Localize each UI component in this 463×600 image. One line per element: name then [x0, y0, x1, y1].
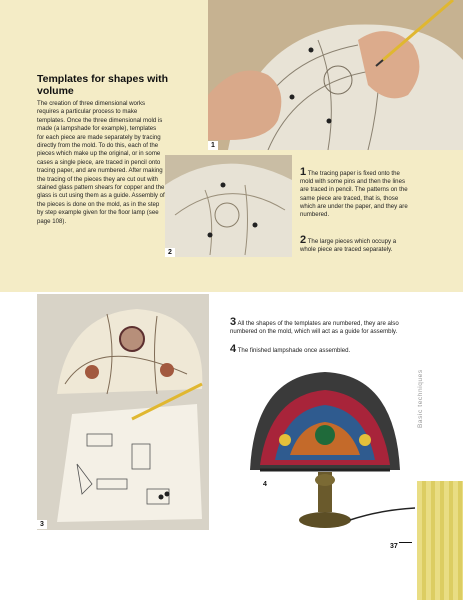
caption-3-number: 3: [230, 316, 237, 328]
photo-finished-lamp: [230, 360, 420, 540]
page-heading: Templates for shapes with volume: [37, 73, 169, 97]
templates-illustration: [37, 294, 209, 530]
figure-number-2: 2: [165, 248, 175, 257]
caption-2-text: The large pieces which occupy a whole piece are traced separately.: [300, 238, 397, 254]
caption-4: [230, 345, 415, 355]
caption-2: [300, 236, 410, 254]
caption-4-text: The finished lampshade once assembled.: [236, 347, 351, 354]
caption-3: [230, 318, 415, 336]
page-number-rule: [399, 542, 412, 543]
figure-number-3: 3: [37, 520, 47, 529]
figure-number-1: 1: [208, 141, 218, 150]
caption-3-text: All the shapes of the templates are numbered, they are also numbered on the mold, which will act as a guide for assembly.: [230, 320, 399, 336]
caption-2-number: 2: [300, 234, 307, 246]
page-number: 37: [390, 543, 398, 550]
section-side-label: Basic techniques: [417, 369, 424, 428]
tracing-illustration: [208, 0, 463, 150]
photo-large-piece-traced: [165, 155, 292, 257]
caption-1: [300, 168, 410, 219]
caption-1-text: The tracing paper is fixed onto the mold with some pins and then the lines are traced in pencil. The patterns on the same piece are traced, that is, those which are under the paper, and they are numbered.: [300, 170, 408, 219]
decorative-stripes: [417, 481, 463, 600]
figure-number-4: 4: [260, 480, 270, 489]
photo-tracing-with-pencil: [208, 0, 463, 150]
caption-4-number: 4: [230, 343, 237, 355]
photo-numbered-templates: [37, 294, 209, 530]
caption-1-number: 1: [300, 166, 307, 178]
lamp-illustration: [230, 360, 420, 540]
large-piece-illustration: [165, 155, 292, 257]
intro-paragraph: The creation of three dimensional works requires a particular process to make templates. Once the three dimensional mold is made (a lampshade for example), templates for each piece are made separately by tracing directly from the mold. To do this, each of the pieces which make up the original, or in some cases a single piece, are traced in pencil onto tracing paper, and are numbered. After making the tracing of the pieces they are cut out with stained glass pattern shears for copper and the glass is cut using them as a guide. Assembly of the pieces is done on the mold, as in the step by step example given for the floor lamp (see page 108).: [37, 100, 165, 225]
